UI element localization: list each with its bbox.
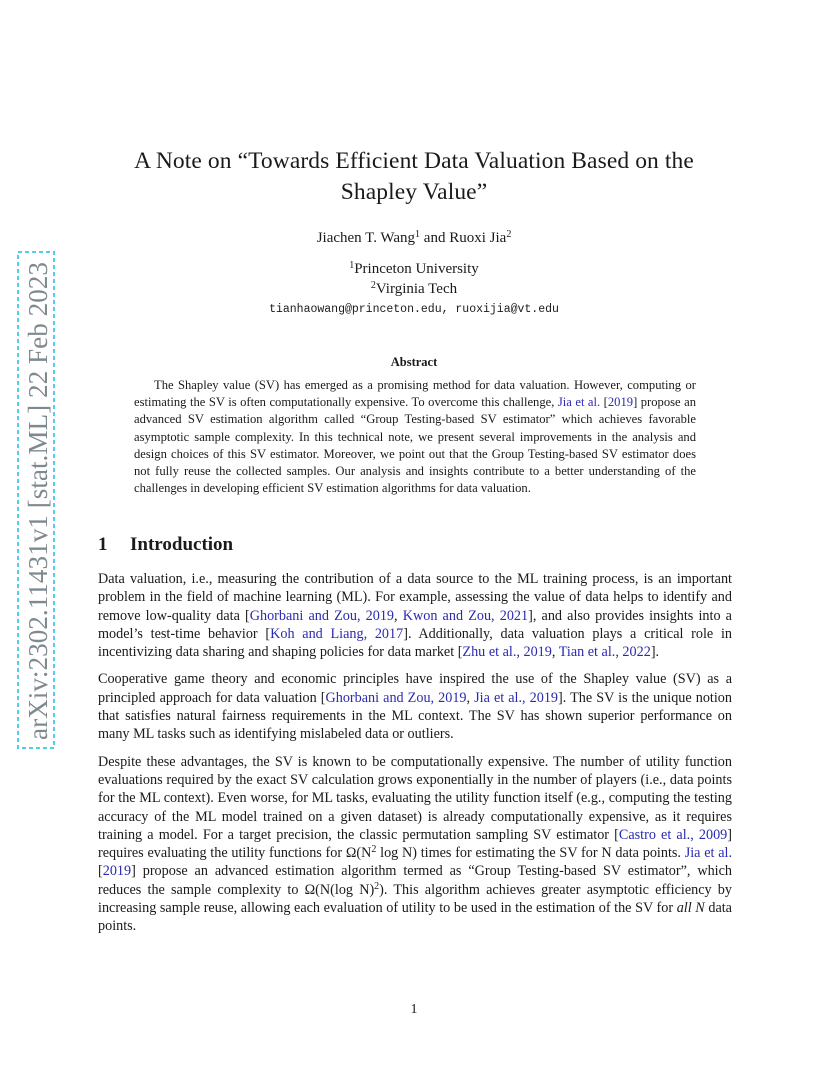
paragraph-text: data points. (98, 900, 732, 935)
paragraph-text: Data valuation, i.e., measuring the contribution of a data source to the ML training process, is an important problem in the field of machine learning (ML). For example, assessing the value of data helps to identify and remove low-quality data [ (98, 571, 732, 624)
author-name: Jiachen T. Wang (316, 230, 416, 246)
paragraph-text: ]. Additionally, data valuation plays a critical role in incentivizing data sharing and shaping policies for data market [ (98, 625, 732, 661)
affiliation-item (100, 280, 728, 300)
arxiv-stamp[interactable] (16, 250, 56, 750)
paragraph-text: ] propose an advanced estimation algorithm termed as “Group Testing-based SV estimator”, which reduces the sample complexity to Ω(N(log N) (98, 863, 732, 898)
citation-link[interactable]: Ghorbani and Zou, 2019 (325, 689, 467, 706)
abstract-text: The Shapley value (SV) has emerged as a promising method for data valuation. However, computing or estimating the SV is often computationally expensive. To overcome this challenge, (134, 378, 696, 410)
author-conjunction: and (423, 230, 446, 246)
page-number: 1 (410, 1002, 418, 1017)
paragraph (98, 670, 732, 743)
author-name: Ruoxi Jia (449, 230, 507, 246)
citation-link[interactable]: Ghorbani and Zou, 2019 (249, 607, 395, 624)
abstract-heading: Abstract (390, 355, 438, 369)
paragraph-text: ] requires evaluating the utility functions for Ω(N (98, 826, 732, 862)
section-number: 1 (98, 534, 108, 555)
paper-title: A Note on “Towards Efficient Data Valuation Based on the Shapley Value” (134, 148, 694, 205)
affiliation-name: Virginia Tech (375, 280, 458, 297)
emphasis: all N (676, 900, 705, 917)
citation-link[interactable]: Jia et al. (557, 395, 601, 410)
paragraph-text: , (551, 644, 559, 661)
paragraph-text: [ (98, 863, 103, 880)
paragraph-text: ]. (650, 644, 660, 661)
citation-link[interactable]: Zhu et al., 2019 (462, 644, 552, 661)
paragraph-text: Despite these advantages, the SV is known to be computationally expensive. The number of utility function evaluations required by the exact SV calculation grows exponentially in the number of players (i.e., data points for the ML context). Even worse, for ML tasks, evaluating the utility function itself (e.g., computing the testing accuracy of the ML model trained on a given dataset) is already computationally expensive, as it requires training a model. For a target precision, the classic permutation sampling SV estimator [ (98, 753, 732, 843)
affiliation-marker: 1 (415, 229, 421, 240)
abstract-text: [ (600, 395, 608, 410)
superscript: 2 (371, 844, 377, 856)
body-text (98, 570, 732, 945)
citation-link[interactable]: 2019 (102, 863, 132, 880)
citation-link[interactable]: Jia et al., 2019 (474, 689, 559, 706)
paragraph-text: ], and also provides insights into a model’s test-time behavior [ (98, 607, 732, 642)
citation-link[interactable]: Castro et al., 2009 (618, 826, 728, 843)
section-heading (98, 533, 233, 557)
paragraph-text: ). This algorithm achieves greater asymptotic efficiency by increasing sample reuse, allowing each evaluation of utility to be used in the estimation of the SV for (98, 881, 732, 917)
citation-link[interactable]: Tian et al., 2022 (558, 644, 651, 661)
author-emails: tianhaowang@princeton.edu, ruoxijia@vt.edu (269, 303, 559, 316)
affiliations (100, 260, 728, 299)
citation-link[interactable]: Koh and Liang, 2017 (270, 625, 404, 642)
paragraph-text: , (466, 689, 475, 706)
paragraph-text: ]. The SV is the unique notion that satisfies natural fairness requirements in the ML context. The SV has shown superior performance on many ML tasks such as identifying mislabeled data or outliers. (98, 689, 732, 743)
paragraph-text: , (394, 607, 403, 624)
paragraph-text: Cooperative game theory and economic principles have inspired the use of the Shapley value (SV) as a principled approach for data valuation [ (98, 671, 732, 706)
section-title: Introduction (130, 534, 234, 555)
citation-link[interactable]: Kwon and Zou, 2021 (402, 607, 529, 624)
affiliation-marker: 1 (349, 260, 355, 271)
author-line (100, 228, 728, 248)
paragraph-text: log N) times for estimating the SV for N data points. (376, 845, 685, 862)
paragraph (98, 753, 732, 936)
affiliation-item (100, 260, 728, 280)
paragraph (98, 570, 732, 661)
citation-link[interactable]: 2019 (607, 395, 634, 410)
citation-link[interactable]: Jia et al. (684, 845, 733, 862)
affiliation-name: Princeton University (354, 261, 479, 277)
abstract-paragraph (134, 377, 696, 497)
abstract-text: ] propose an advanced SV estimation algorithm called “Group Testing-based SV estimator” which achieves favorable asymptotic sample complexity. In this technical note, we present several improvements in the analysis and design choices of this SV estimator. Moreover, we point out that the Group Testing-based SV estimator does not fully reuse the collected samples. Our analysis and insights contribute to a better understanding of the challenges in developing efficient SV estimation algorithms for data valuation. (134, 395, 696, 496)
abstract-body (134, 377, 696, 497)
affiliation-marker: 2 (506, 229, 512, 240)
arxiv-stamp-text: arXiv:2302.11431v1 [stat.ML] 22 Feb 2023 (23, 265, 53, 740)
superscript: 2 (374, 880, 380, 892)
affiliation-marker: 2 (370, 279, 376, 291)
